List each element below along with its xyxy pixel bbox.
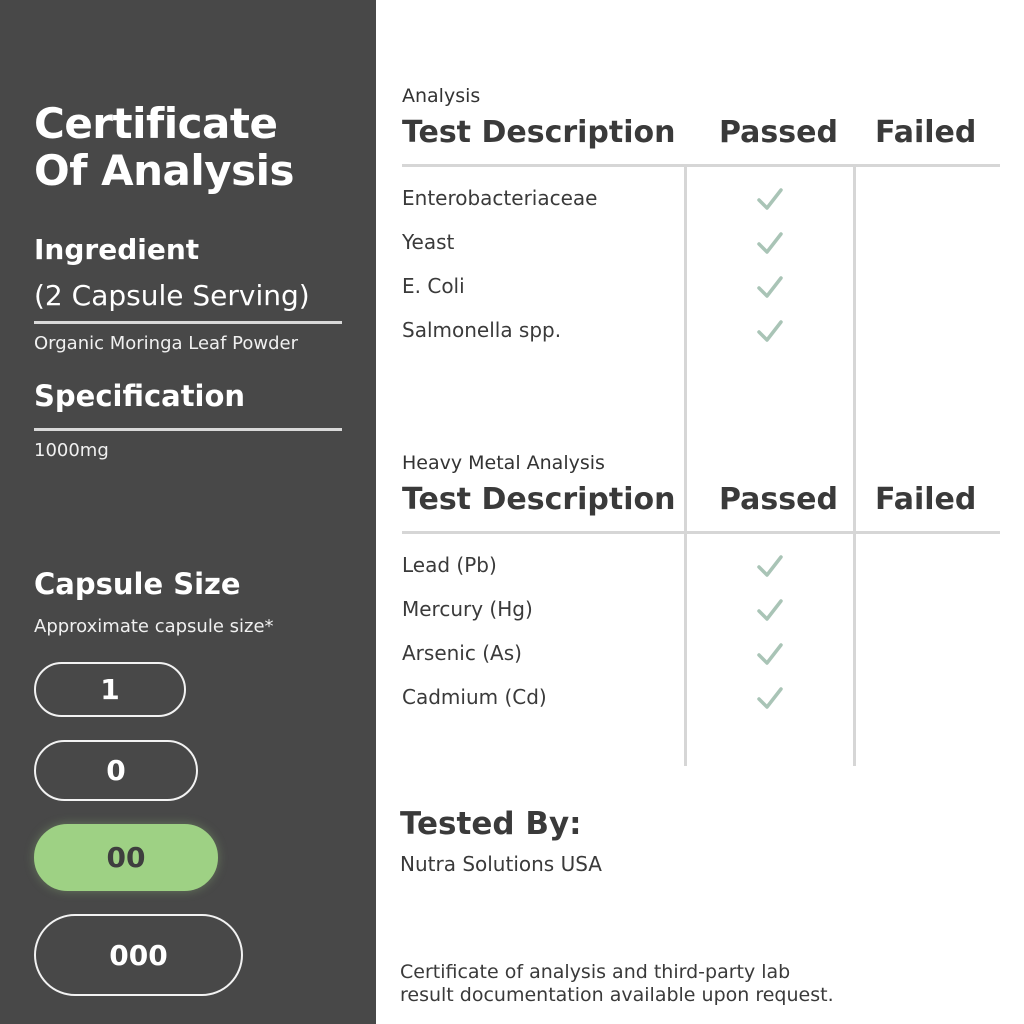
- heavy-metal-header-divider: [402, 531, 1000, 534]
- check-icon: [755, 316, 785, 346]
- title-line-1: Certificate: [34, 99, 278, 148]
- ingredient-divider: [34, 321, 342, 324]
- heavy-metal-col-passed: Passed: [719, 482, 838, 517]
- capsule-size-label: Capsule Size: [34, 567, 241, 601]
- specification-value: 1000mg: [34, 440, 109, 461]
- left-panel: [0, 0, 376, 1024]
- capsule-size-text: 00: [106, 841, 146, 874]
- ingredient-heading: [34, 227, 354, 319]
- check-icon: [755, 639, 785, 669]
- footer-line-1: Certificate of analysis and third-party lab: [400, 961, 791, 983]
- check-icon: [755, 272, 785, 302]
- tested-by-label: Tested By:: [400, 806, 582, 842]
- heavy-metal-section-label: Heavy Metal Analysis: [402, 452, 605, 474]
- footer-line-2: result documentation available upon request.: [400, 984, 834, 1006]
- check-icon: [755, 595, 785, 625]
- ingredient-value: Organic Moringa Leaf Powder: [34, 333, 298, 354]
- capsule-size-option-0[interactable]: [34, 740, 198, 801]
- capsule-size-text: 1: [100, 673, 120, 706]
- heavy-metal-row-name: Arsenic (As): [402, 641, 522, 665]
- failed-column-divider: [853, 166, 856, 766]
- analysis-col-passed: Passed: [719, 115, 838, 150]
- check-icon: [755, 551, 785, 581]
- analysis-section-label: Analysis: [402, 85, 481, 107]
- passed-column-divider: [684, 166, 687, 766]
- capsule-size-text: 0: [106, 754, 126, 787]
- analysis-header-divider: [402, 164, 1000, 167]
- specification-divider: [34, 428, 342, 431]
- analysis-row-name: Salmonella spp.: [402, 318, 562, 342]
- check-icon: [755, 228, 785, 258]
- analysis-row-name: Enterobacteriaceae: [402, 186, 598, 210]
- ingredient-sub: (2 Capsule Serving): [34, 279, 310, 312]
- capsule-size-option-1[interactable]: [34, 662, 186, 717]
- ingredient-label: Ingredient: [34, 233, 200, 266]
- check-icon: [755, 184, 785, 214]
- heavy-metal-row-name: Cadmium (Cd): [402, 685, 547, 709]
- capsule-size-sub: Approximate capsule size*: [34, 616, 274, 637]
- analysis-col-failed: Failed: [875, 115, 977, 150]
- tested-by-value: Nutra Solutions USA: [400, 852, 602, 876]
- title-line-2: Of Analysis: [34, 146, 295, 195]
- page-title: [34, 100, 364, 194]
- heavy-metal-row-name: Mercury (Hg): [402, 597, 533, 621]
- capsule-size-option-000[interactable]: [34, 914, 243, 996]
- heavy-metal-row-name: Lead (Pb): [402, 553, 497, 577]
- analysis-row-name: Yeast: [402, 230, 455, 254]
- heavy-metal-col-failed: Failed: [875, 482, 977, 517]
- check-icon: [755, 683, 785, 713]
- capsule-size-option-00-selected[interactable]: [34, 824, 218, 891]
- footer-note: [400, 961, 880, 1007]
- heavy-metal-col-description: Test Description: [402, 482, 676, 517]
- analysis-col-description: Test Description: [402, 115, 676, 150]
- analysis-row-name: E. Coli: [402, 274, 465, 298]
- specification-label: Specification: [34, 379, 246, 413]
- capsule-size-text: 000: [109, 938, 168, 972]
